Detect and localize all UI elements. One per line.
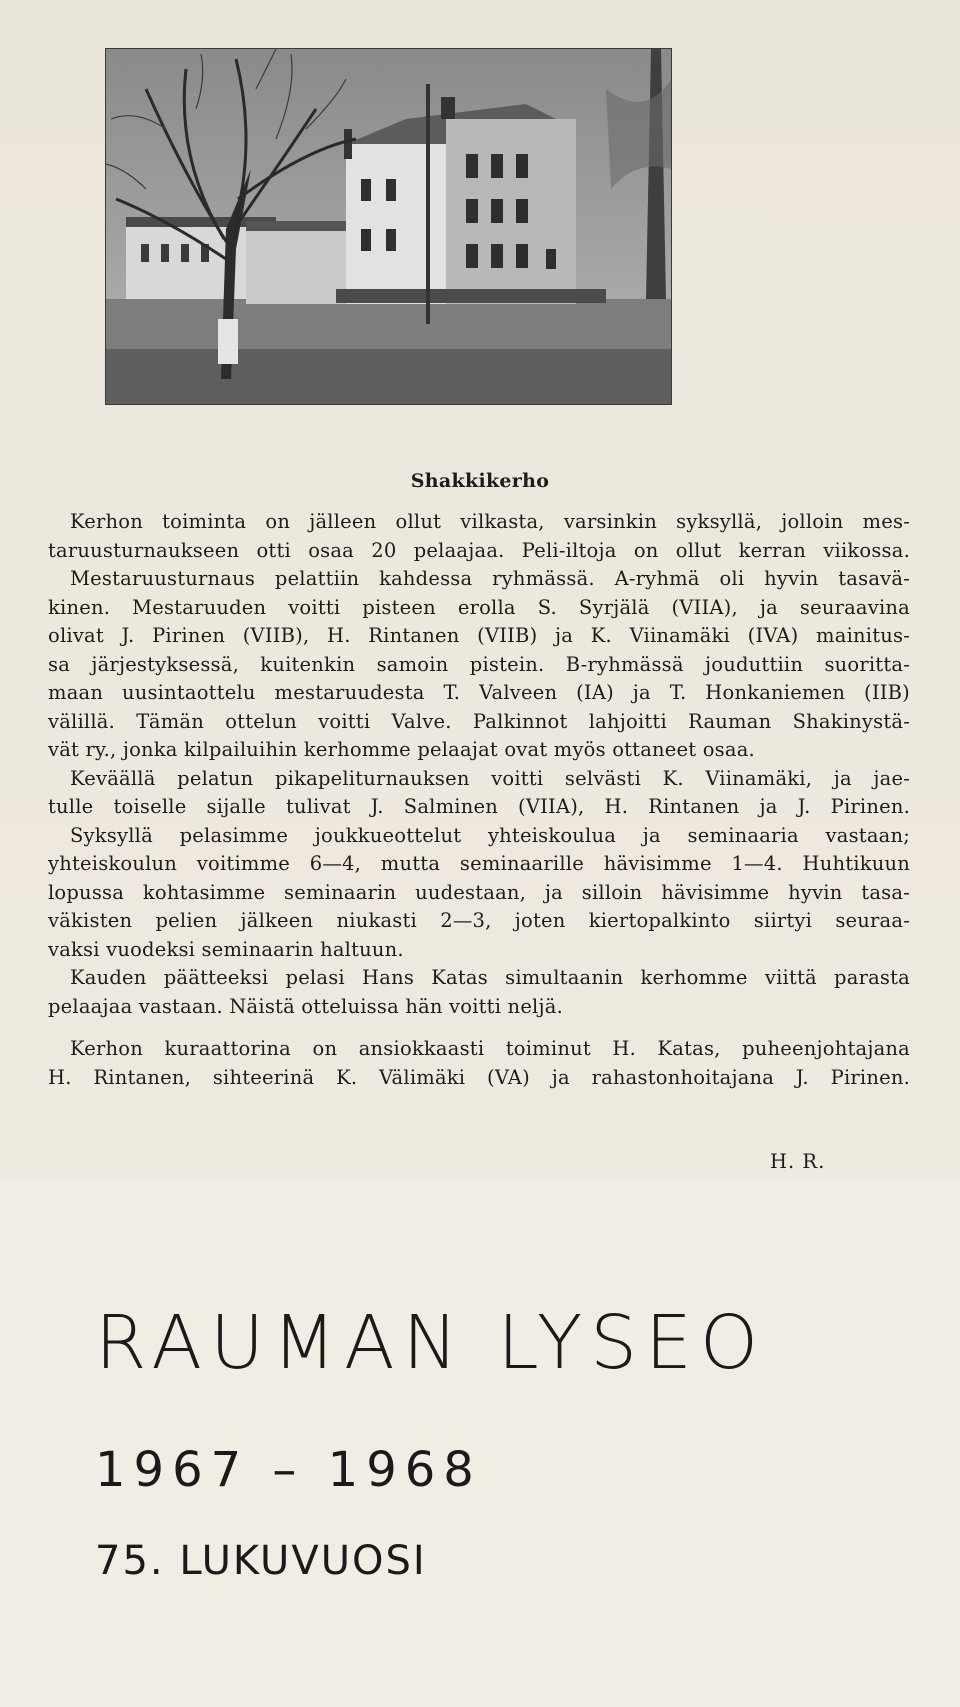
- text-line: Keväällä pelatun pikapeliturnauksen voitti selvästi K. Viinamäki, ja jae-: [70, 766, 910, 790]
- text-line: Kauden päätteeksi pelasi Hans Katas simultaanin kerhomme viittä parasta: [70, 966, 910, 989]
- text-line: Kerhon toiminta on jälleen ollut vilkasta, varsinkin syksyllä, jolloin mes-: [70, 510, 910, 533]
- paragraph-gap: [48, 1021, 910, 1035]
- text-line: välillä. Tämän ottelun voitti Valve. Palkinnot lahjoitti Rauman Shakinystä-: [48, 709, 910, 733]
- school-years: 1967 – 1968: [95, 1442, 482, 1498]
- academic-year-label: 75. LUKUVUOSI: [95, 1538, 427, 1584]
- text-line: vät ry., jonka kilpailuihin kerhomme pelaajat ovat myös ottaneet osaa.: [48, 738, 755, 761]
- school-building-photo: [105, 48, 672, 405]
- article-heading: Shakkikerho: [410, 470, 550, 492]
- text-line: taruusturnaukseen otti osaa 20 pelaajaa. Peli-iltoja on ollut kerran viikossa.: [48, 538, 910, 562]
- text-line: Kerhon kuraattorina on ansiokkaasti toiminut H. Katas, puheenjohtajana: [70, 1037, 910, 1060]
- text-line: Mestaruusturnaus pelattiin kahdessa ryhmässä. A-ryhmä oli hyvin tasavä-: [70, 567, 910, 590]
- text-line: sa järjestyksessä, kuitenkin samoin pistein. B-ryhmässä jouduttiin suoritta-: [48, 652, 910, 676]
- text-line: väkisten pelien jälkeen niukasti 2—3, joten kiertopalkinto siirtyi seuraa-: [48, 909, 910, 932]
- text-line: olivat J. Pirinen (VIIB), H. Rintanen (VIIB) ja K. Viinamäki (IVA) mainitus-: [48, 624, 910, 647]
- text-line: maan uusintaottelu mestaruudesta T. Valveen (IA) ja T. Honkaniemen (IIB): [48, 681, 910, 704]
- text-line: Syksyllä pelasimme joukkueottelut yhteiskoulua ja seminaaria vastaan;: [70, 823, 910, 847]
- school-title: RAUMAN LYSEO: [95, 1300, 767, 1386]
- text-line: lopussa kohtasimme seminaarin uudestaan, ja silloin hävisimme hyvin tasa-: [48, 880, 910, 904]
- signature: H. R.: [770, 1150, 826, 1173]
- text-line: pelaajaa vastaan. Näistä otteluissa hän voitti neljä.: [48, 994, 563, 1018]
- text-line: vaksi vuodeksi seminaarin haltuun.: [48, 937, 404, 961]
- text-line: H. Rintanen, sihteerinä K. Välimäki (VA) ja rahastonhoitajana J. Pirinen.: [48, 1065, 910, 1089]
- text-line: yhteiskoulun voitimme 6—4, mutta seminaarille hävisimme 1—4. Huhtikuun: [48, 852, 910, 875]
- text-line: tulle toiselle sijalle tulivat J. Salminen (VIIA), H. Rintanen ja J. Pirinen.: [48, 795, 910, 818]
- article-body: [48, 508, 910, 1092]
- text-line: kinen. Mestaruuden voitti pisteen erolla S. Syrjälä (VIIA), ja seuraavina: [48, 595, 910, 619]
